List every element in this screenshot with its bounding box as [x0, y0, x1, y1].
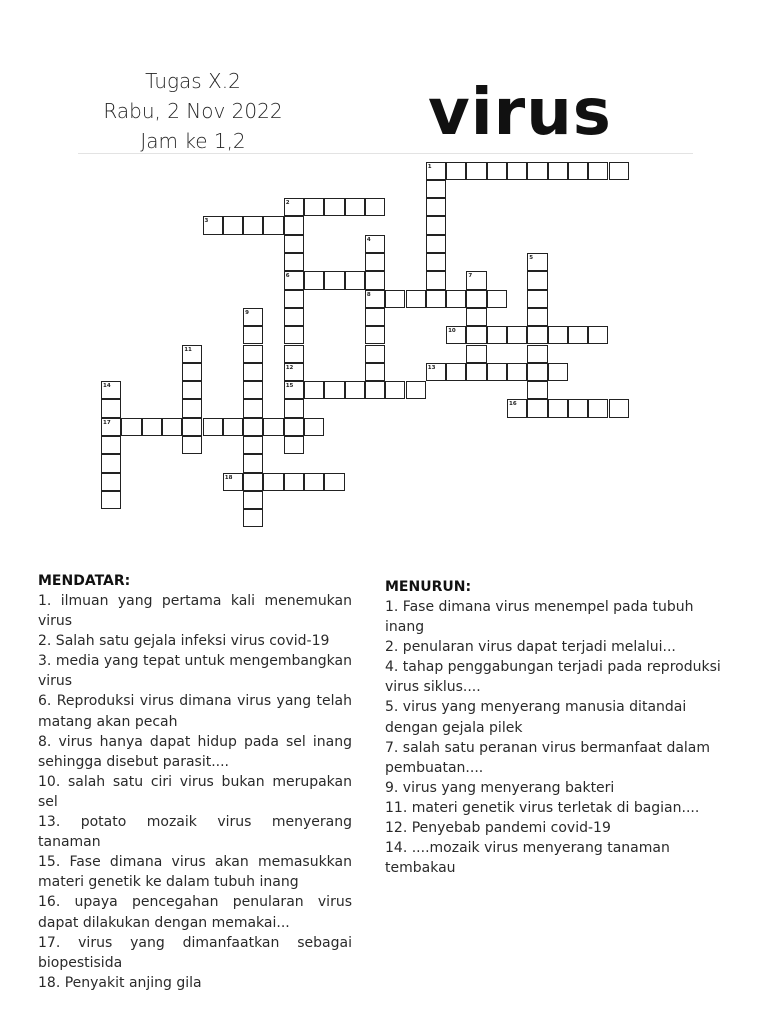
crossword-cell[interactable] [365, 308, 385, 326]
down-clue: 7. salah satu peranan virus bermanfaat dalam pembuatan.... [385, 739, 711, 776]
crossword-cell[interactable] [426, 253, 446, 271]
crossword-cell[interactable] [426, 180, 446, 198]
crossword-cell[interactable] [324, 473, 344, 491]
crossword-cell[interactable] [466, 290, 486, 308]
crossword-cell[interactable] [426, 290, 446, 308]
crossword-cell[interactable] [466, 326, 486, 344]
crossword-cell[interactable] [487, 326, 507, 344]
crossword-cell[interactable] [243, 399, 263, 417]
clue-number: 12 [285, 364, 294, 371]
crossword-cell[interactable] [304, 381, 324, 399]
crossword-cell[interactable] [365, 345, 385, 363]
crossword-cell[interactable] [243, 326, 263, 344]
crossword-cell[interactable] [324, 271, 344, 289]
crossword-cell[interactable] [284, 399, 304, 417]
down-clue: 2. penularan virus dapat terjadi melalui... [385, 639, 676, 656]
clue-number: 1 [427, 163, 432, 170]
crossword-cell[interactable] [243, 436, 263, 454]
crossword-cell[interactable] [365, 381, 385, 399]
crossword-cell[interactable] [365, 326, 385, 344]
down-clue: 9. virus yang menyerang bakteri [385, 779, 615, 796]
crossword-cell[interactable] [507, 363, 527, 381]
crossword-cell[interactable] [345, 271, 365, 289]
down-clue: 4. tahap penggabungan terjadi pada reproduksi virus siklus.... [385, 659, 721, 696]
down-heading: MENURUN: [385, 579, 472, 595]
clue-number: 10 [448, 328, 456, 335]
crossword-cell[interactable] [243, 363, 263, 381]
crossword-cell[interactable] [263, 216, 283, 234]
clue-number: 4 [366, 236, 371, 243]
crossword-cell[interactable] [182, 436, 202, 454]
crossword-cell[interactable] [527, 290, 547, 308]
crossword-cell[interactable] [243, 345, 263, 363]
clue-number: 17 [103, 419, 111, 426]
crossword-cell[interactable] [101, 473, 121, 491]
crossword-cell[interactable] [284, 253, 304, 271]
across-clue: 10. salah satu ciri virus bukan merupakan sel [38, 773, 352, 810]
clue-number: 6 [285, 273, 290, 280]
crossword-cell[interactable] [243, 473, 263, 491]
crossword-cell[interactable] [304, 473, 324, 491]
crossword-cell[interactable] [446, 162, 466, 180]
across-clue: 17. virus yang dimanfaatkan sebagai biopestisida [38, 934, 352, 971]
across-clue: 8. virus hanya dapat hidup pada sel inang sehingga disebut parasit.... [38, 733, 352, 770]
down-clue: 5. virus yang menyerang manusia ditandai dengan gejala pilek [385, 699, 687, 736]
crossword-cell[interactable] [101, 454, 121, 472]
assignment-title: Tugas X.2 [145, 69, 241, 93]
assignment-date: Rabu, 2 Nov 2022 [103, 99, 283, 123]
crossword-cell[interactable] [284, 473, 304, 491]
crossword-cell[interactable] [385, 381, 405, 399]
across-clue: 13. potato mozaik virus menyerang tanaman [38, 814, 352, 851]
crossword-cell[interactable] [101, 491, 121, 509]
crossword-cell[interactable] [243, 418, 263, 436]
across-clue: 3. media yang tepat untuk mengembangkan virus [38, 653, 352, 690]
crossword-cell[interactable] [426, 235, 446, 253]
crossword-cell[interactable] [446, 363, 466, 381]
crossword-cell[interactable] [406, 290, 426, 308]
crossword-cell[interactable] [243, 454, 263, 472]
down-clue: 14. ....mozaik virus menyerang tanaman tembakau [385, 840, 670, 877]
crossword-cell[interactable] [263, 473, 283, 491]
down-clue: 11. materi genetik virus terletak di bagian.... [385, 799, 700, 816]
crossword-cell[interactable] [243, 491, 263, 509]
across-clue: 6. Reproduksi virus dimana virus yang telah matang akan pecah [38, 693, 352, 730]
crossword-cell[interactable] [162, 418, 182, 436]
across-clue: 16. upaya pencegahan penularan virus dapat dilakukan dengan memakai... [38, 894, 352, 931]
down-clues [385, 577, 725, 878]
crossword-cell[interactable] [284, 308, 304, 326]
crossword-cell[interactable] [527, 162, 547, 180]
crossword-cell[interactable] [345, 198, 365, 216]
crossword-cell[interactable] [426, 198, 446, 216]
crossword-cell[interactable] [182, 363, 202, 381]
crossword-cell[interactable] [304, 198, 324, 216]
crossword-cell[interactable] [527, 363, 547, 381]
crossword-cell[interactable] [142, 418, 162, 436]
clue-number: 16 [509, 401, 517, 408]
crossword-cell[interactable] [284, 216, 304, 234]
crossword-cell[interactable] [284, 235, 304, 253]
crossword-cell[interactable] [365, 198, 385, 216]
crossword-cell[interactable] [223, 216, 243, 234]
crossword-cell[interactable] [466, 345, 486, 363]
clue-number: 18 [224, 474, 233, 481]
crossword-cell[interactable] [466, 308, 486, 326]
crossword-cell[interactable] [101, 436, 121, 454]
crossword-cell[interactable] [345, 381, 365, 399]
crossword-cell[interactable] [568, 326, 588, 344]
crossword-cell[interactable] [243, 216, 263, 234]
crossword-cell[interactable] [527, 345, 547, 363]
crossword-cell[interactable] [324, 198, 344, 216]
crossword-cell[interactable] [527, 399, 547, 417]
clue-number: 3 [204, 218, 209, 225]
crossword-cell[interactable] [548, 162, 568, 180]
crossword-cell[interactable] [568, 399, 588, 417]
crossword-cell[interactable] [487, 162, 507, 180]
across-clue: 1. ilmuan yang pertama kali menemukan virus [38, 593, 352, 630]
crossword-cell[interactable] [588, 162, 608, 180]
crossword-cell[interactable] [609, 162, 629, 180]
crossword-cell[interactable] [284, 345, 304, 363]
clue-number: 11 [184, 346, 192, 353]
crossword-cell[interactable] [365, 271, 385, 289]
across-clue: 15. Fase dimana virus akan memasukkan materi genetik ke dalam tubuh inang [38, 854, 352, 891]
crossword-cell[interactable] [446, 290, 466, 308]
crossword-cell[interactable] [203, 418, 223, 436]
across-heading: MENDATAR: [38, 573, 131, 589]
crossword-cell[interactable] [284, 418, 304, 436]
crossword-cell[interactable] [588, 399, 608, 417]
crossword-cell[interactable] [101, 399, 121, 417]
crossword-cell[interactable] [284, 326, 304, 344]
crossword-cell[interactable] [324, 381, 344, 399]
crossword-cell[interactable] [507, 326, 527, 344]
crossword-cell[interactable] [466, 363, 486, 381]
crossword-cell[interactable] [243, 381, 263, 399]
crossword-cell[interactable] [223, 418, 243, 436]
crossword-cell[interactable] [406, 381, 426, 399]
clue-number: 9 [245, 309, 249, 316]
crossword-cell[interactable] [365, 363, 385, 381]
crossword-cell[interactable] [507, 162, 527, 180]
crossword-cell[interactable] [284, 436, 304, 454]
crossword-cell[interactable] [548, 399, 568, 417]
crossword-cell[interactable] [121, 418, 141, 436]
down-clue: 1. Fase dimana virus menempel pada tubuh inang [385, 599, 694, 636]
assignment-period: Jam ke 1,2 [140, 129, 246, 153]
crossword-cell[interactable] [426, 271, 446, 289]
crossword-cell[interactable] [304, 418, 324, 436]
crossword-cell[interactable] [466, 162, 486, 180]
crossword-cell[interactable] [548, 363, 568, 381]
clue-number: 2 [285, 200, 290, 207]
crossword-cell[interactable] [182, 399, 202, 417]
crossword-cell[interactable] [568, 162, 588, 180]
crossword-cell[interactable] [527, 271, 547, 289]
page-title: virus [428, 76, 612, 150]
crossword-cell[interactable] [548, 326, 568, 344]
clue-number: 7 [468, 273, 473, 280]
crossword-cell[interactable] [487, 290, 507, 308]
crossword-cell[interactable] [527, 308, 547, 326]
crossword-cell[interactable] [527, 326, 547, 344]
clue-number: 8 [366, 291, 371, 298]
clue-number: 14 [103, 383, 111, 390]
clue-number: 5 [529, 255, 534, 261]
crossword-cell[interactable] [527, 381, 547, 399]
crossword-cell[interactable] [609, 399, 629, 417]
crossword-cell[interactable] [426, 216, 446, 234]
across-clue: 2. Salah satu gejala infeksi virus covid-19 [38, 633, 330, 650]
crossword-cell[interactable] [182, 381, 202, 399]
crossword-cell[interactable] [182, 418, 202, 436]
crossword-cell[interactable] [588, 326, 608, 344]
crossword-cell[interactable] [487, 363, 507, 381]
across-clue: 18. Penyakit anjing gila [38, 974, 202, 991]
crossword-cell[interactable] [263, 418, 283, 436]
crossword-cell[interactable] [304, 271, 324, 289]
crossword-cell[interactable] [284, 290, 304, 308]
across-clues [38, 571, 352, 993]
crossword-cell[interactable] [385, 290, 405, 308]
clue-number: 13 [427, 364, 436, 371]
down-clue: 12. Penyebab pandemi covid-19 [385, 820, 611, 837]
clue-number: 15 [285, 383, 294, 390]
crossword-cell[interactable] [243, 509, 263, 527]
crossword-cell[interactable] [365, 253, 385, 271]
